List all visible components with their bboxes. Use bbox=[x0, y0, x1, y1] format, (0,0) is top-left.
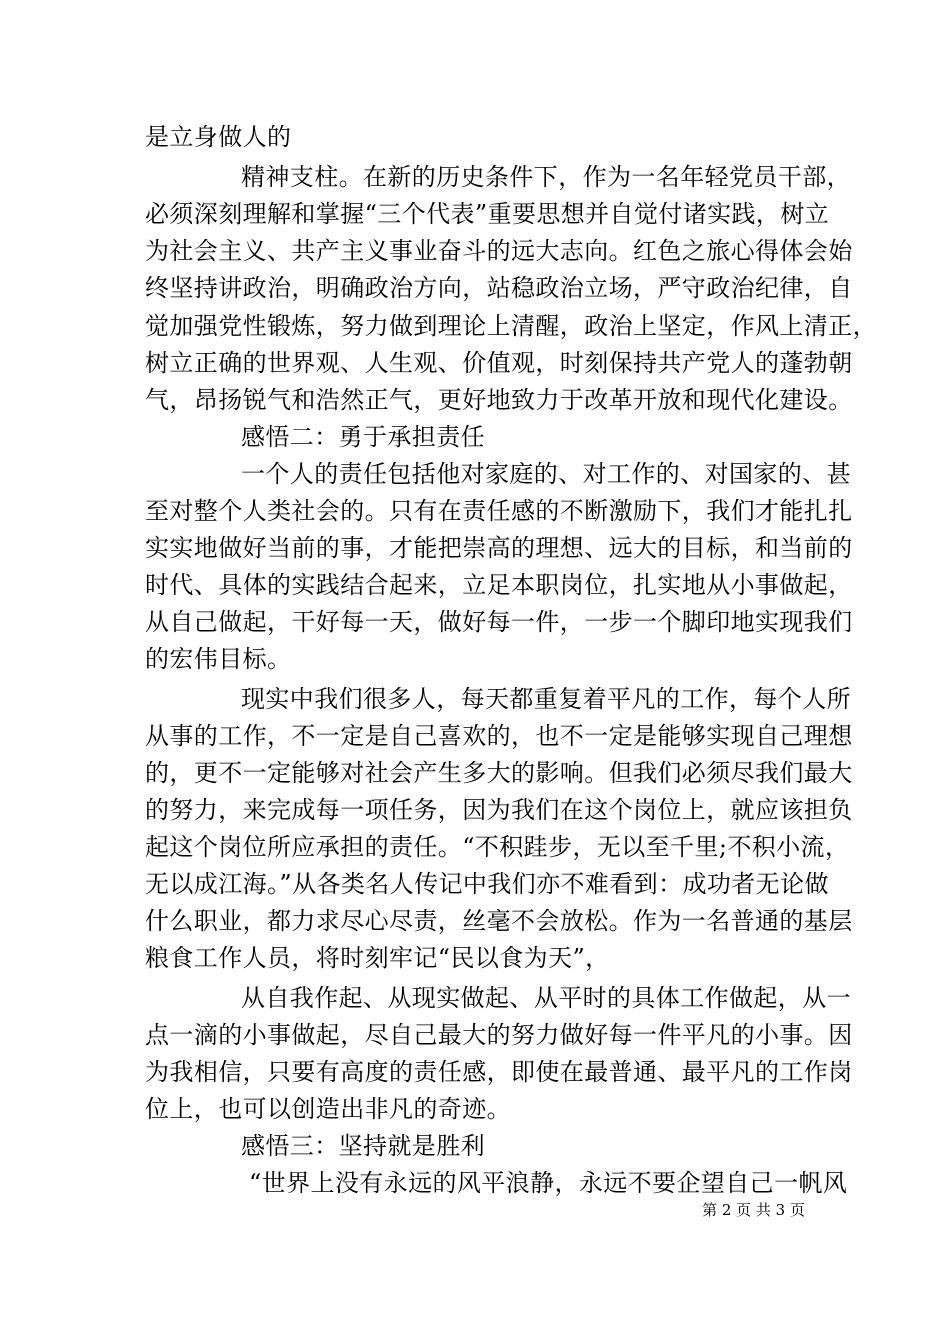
page-footer: 第 2 页 共 3 页 bbox=[702, 1201, 805, 1219]
text-line: 为社会主义、共产主义事业奋斗的远大志向。红色之旅心得体会始 bbox=[145, 237, 853, 265]
text-line: “世界上没有永远的风平浪静，永远不要企望自己一帆风 bbox=[249, 1169, 848, 1197]
text-line: 气，昂扬锐气和浩然正气，更好地致力于改革开放和现代化建设。 bbox=[145, 386, 853, 414]
text-line: 一个人的责任包括他对家庭的、对工作的、对国家的、甚 bbox=[241, 460, 851, 488]
text-line: 必须深刻理解和掌握“三个代表”重要思想并自觉付诸实践，树立 bbox=[145, 200, 830, 228]
text-line: 觉加强党性锻炼，努力做到理论上清醒，政治上坚定，作风上清正， bbox=[145, 312, 877, 340]
text-line: 起这个岗位所应承担的责任。“不积跬步，无以至千里;不积小流， bbox=[145, 833, 850, 861]
text-line: 为我相信，只要有高度的责任感，即使在最普通、最平凡的工作岗 bbox=[145, 1058, 853, 1086]
section-heading: 感悟二：勇于承担责任 bbox=[241, 423, 485, 451]
text-line: 粮食工作人员，将时刻牢记“民以食为天”， bbox=[145, 944, 610, 972]
text-line: 从事的工作，不一定是自己喜欢的，也不一定是能够实现自己理想 bbox=[145, 722, 853, 750]
text-line: 树立正确的世界观、人生观、价值观，时刻保持共产党人的蓬勃朝 bbox=[145, 349, 853, 377]
text-line: 的，更不一定能够对社会产生多大的影响。但我们必须尽我们最大 bbox=[145, 759, 853, 787]
text-line: 终坚持讲政治，明确政治方向，站稳政治立场，严守政治纪律，自 bbox=[145, 274, 853, 302]
text-line: 实实地做好当前的事，才能把崇高的理想、远大的目标，和当前的 bbox=[145, 534, 853, 562]
text-line: 位上，也可以创造出非凡的奇迹。 bbox=[145, 1095, 511, 1123]
text-line: 的努力，来完成每一项任务，因为我们在这个岗位上，就应该担负 bbox=[145, 796, 853, 824]
text-line: 精神支柱。在新的历史条件下，作为一名年轻党员干部， bbox=[241, 163, 851, 191]
text-line: 点一滴的小事做起，尽自己最大的努力做好每一件平凡的小事。因 bbox=[145, 1021, 853, 1049]
text-line: 是立身做人的 bbox=[145, 123, 292, 151]
text-line: 时代、具体的实践结合起来，立足本职岗位，扎实地从小事做起， bbox=[145, 571, 853, 599]
text-line: 无以成江海。”从各类名人传记中我们亦不难看到：成功者无论做 bbox=[145, 870, 829, 898]
text-line: 现实中我们很多人，每天都重复着平凡的工作，每个人所 bbox=[241, 685, 851, 713]
text-line: 至对整个人类社会的。只有在责任感的不断激励下，我们才能扎扎 bbox=[145, 497, 853, 525]
text-line: 从自己做起，干好每一天，做好每一件，一步一个脚印地实现我们 bbox=[145, 608, 853, 636]
text-line: 什么职业，都力求尽心尽责，丝毫不会放松。作为一名普通的基层 bbox=[145, 907, 853, 935]
text-line: 的宏伟目标。 bbox=[145, 645, 292, 673]
text-line: 从自我作起、从现实做起、从平时的具体工作做起，从一 bbox=[241, 984, 851, 1012]
section-heading: 感悟三：坚持就是胜利 bbox=[241, 1132, 485, 1160]
